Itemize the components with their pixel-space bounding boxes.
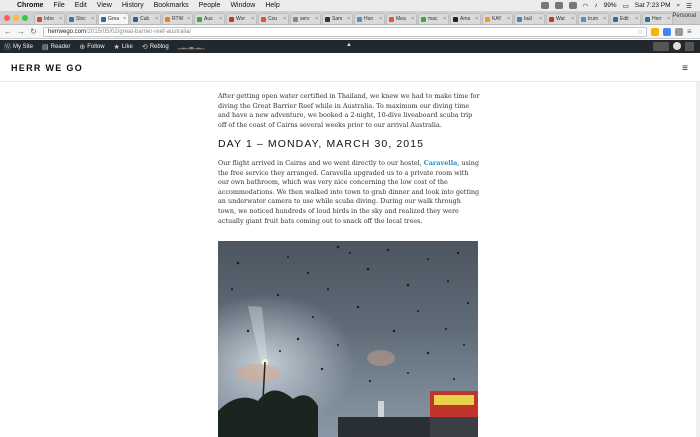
extension-icon[interactable] [663, 28, 671, 36]
close-tab-icon[interactable]: × [443, 16, 446, 22]
tab-label: buil [524, 16, 532, 22]
tab-label: Mea [396, 16, 406, 22]
favicon-icon [389, 17, 394, 22]
close-tab-icon[interactable]: × [283, 16, 286, 22]
hamburger-menu-icon[interactable]: ≡ [682, 63, 688, 74]
browser-tab[interactable] [386, 13, 417, 24]
tab-strip [0, 11, 700, 25]
day-heading: DAY 1 – MONDAY, MARCH 30, 2015 [218, 138, 425, 151]
follow-button[interactable] [79, 43, 104, 51]
battery-icon[interactable]: ▭ [622, 2, 629, 10]
close-tab-icon[interactable]: × [251, 16, 254, 22]
tray-app-icon[interactable] [569, 2, 577, 9]
url-host: herrwego.com [48, 28, 87, 35]
close-tab-icon[interactable]: × [315, 16, 318, 22]
intro-paragraph: After getting open water certified in Thailand, we knew we had to make time for diving the Great Barrier Reef while in Australia. To maximum our diving time and have a new adventure, we booked a 2-night, 10-dive liveaboard scuba trip off of the coast of Cairns several weeks prior to our arrival Australia. [218, 92, 480, 129]
extension-icon[interactable] [651, 28, 659, 36]
search-icon[interactable]: ⌕ [676, 1, 681, 9]
collapse-arrow-icon[interactable]: ▲ [346, 42, 352, 48]
back-icon[interactable]: ← [4, 27, 12, 36]
close-tab-icon[interactable]: × [539, 16, 542, 22]
favicon-icon [613, 17, 618, 22]
my-site-label: My Site [13, 43, 34, 50]
menu-help[interactable]: Help [265, 2, 280, 9]
close-tab-icon[interactable]: × [219, 16, 222, 22]
wordpress-admin-bar [0, 40, 700, 53]
favicon-icon [293, 17, 298, 22]
close-tab-icon[interactable]: × [571, 16, 574, 22]
favicon-icon [421, 17, 426, 22]
forward-icon[interactable]: → [17, 27, 25, 36]
close-tab-icon[interactable]: × [123, 16, 126, 22]
tab-label: Inbo [44, 16, 54, 22]
star-icon: ★ [113, 43, 120, 51]
reader-label: Reader [50, 43, 71, 50]
close-tab-icon[interactable]: × [379, 16, 382, 22]
close-tab-icon[interactable]: × [507, 16, 510, 22]
tab-label: Cou [268, 16, 278, 22]
volume-icon[interactable]: ♪ [594, 2, 598, 9]
browser-tab[interactable] [194, 13, 225, 24]
close-tab-icon[interactable]: × [347, 16, 350, 22]
tab-label: Sloc [76, 16, 86, 22]
tab-label: Cub [140, 16, 150, 22]
favicon-icon [229, 17, 234, 22]
favicon-icon [357, 17, 362, 22]
menu-view[interactable]: View [96, 2, 112, 9]
tab-label: trum [588, 16, 598, 22]
reblog-button[interactable] [142, 43, 169, 51]
tab-label: mac [428, 16, 438, 22]
list-icon[interactable]: ☰ [686, 2, 692, 10]
write-post-icon[interactable] [653, 42, 669, 51]
browser-tab[interactable] [162, 13, 193, 24]
post-content [218, 92, 480, 236]
favicon-icon [517, 17, 522, 22]
follow-icon: ⊕ [79, 43, 86, 51]
day1-paragraph [218, 159, 480, 226]
follow-label: Follow [87, 43, 105, 50]
reblog-label: Reblog [149, 43, 169, 50]
chrome-menu-icon[interactable]: ≡ [687, 27, 692, 36]
browser-tab[interactable] [34, 13, 65, 24]
wordpress-logo-icon: Ⓦ [4, 43, 11, 51]
night-sky-bats-photo [218, 241, 478, 437]
menu-edit[interactable]: Edit [74, 2, 87, 9]
favicon-icon [549, 17, 554, 22]
reload-icon[interactable]: ↻ [30, 27, 37, 36]
favicon-icon [133, 17, 138, 22]
browser-tab[interactable] [450, 13, 481, 24]
stats-sparkline[interactable]: ▁▂▁▃▁▂▁ [177, 43, 205, 50]
favicon-icon [485, 17, 490, 22]
favicon-icon [453, 17, 458, 22]
tray-app-icon[interactable] [555, 2, 563, 9]
window-controls [4, 15, 28, 21]
tab-label: Wat [556, 16, 565, 22]
notifications-icon[interactable] [685, 42, 694, 51]
browser-tab[interactable] [226, 13, 257, 24]
reader-icon: ▤ [42, 43, 49, 51]
favicon-icon [325, 17, 330, 22]
close-tab-icon[interactable]: × [667, 16, 670, 22]
browser-tab[interactable] [130, 13, 161, 24]
browser-tab[interactable] [418, 13, 449, 24]
close-tab-icon[interactable]: × [475, 16, 478, 22]
tab-label: KAY [492, 16, 502, 22]
reader-link[interactable] [42, 43, 70, 51]
avatar[interactable] [673, 42, 681, 50]
tab-label: Ama [460, 16, 471, 22]
wifi-icon[interactable]: ◠ [582, 2, 589, 10]
maximize-window-icon[interactable] [22, 15, 28, 21]
menu-window[interactable]: Window [230, 2, 256, 9]
browser-tab[interactable] [546, 13, 577, 24]
site-title[interactable]: HERR WE GO [11, 63, 84, 73]
favicon-icon [581, 17, 586, 22]
tab-label: Herr [652, 16, 662, 22]
browser-tab[interactable] [514, 13, 545, 24]
like-button[interactable] [114, 43, 133, 51]
menu-bookmarks[interactable]: Bookmarks [153, 2, 189, 9]
tab-label: RTW [172, 16, 184, 22]
bookmark-star-icon[interactable]: ☆ [636, 28, 643, 36]
browser-tab[interactable] [98, 13, 129, 24]
browser-toolbar [0, 25, 700, 39]
browser-tab[interactable] [258, 13, 289, 24]
minimize-window-icon[interactable] [13, 15, 19, 21]
browser-tab[interactable] [610, 13, 641, 24]
photo-illustration [218, 241, 478, 437]
favicon-icon [197, 17, 202, 22]
paragraph-text: Our flight arrived in Cairns and we went directly to our hostel, [218, 158, 424, 167]
favicon-icon [261, 17, 266, 22]
paragraph-text: , using the free service they arranged. Caravella upgraded us to a private room with our own bathroom, which was very nice concerning the low cost of the accommodations. We then walked into town to grab dinner and look into getting an underwater camera to use while scuba diving. During our walk through town, we noticed hundreds of loud birds in the sky and realized they were actually giant fruit bats coming out to snack off the local trees. [218, 158, 480, 225]
battery-percent[interactable]: 99% [603, 2, 617, 9]
close-tab-icon[interactable]: × [603, 16, 606, 22]
close-tab-icon[interactable]: × [91, 16, 94, 22]
url-path: /2015/05/02/great-barrier-reef-australia/ [86, 28, 192, 35]
admin-bar-right [653, 42, 694, 51]
favicon-icon [37, 17, 42, 22]
caravella-link[interactable]: Caravella [423, 158, 458, 167]
profile-name[interactable]: Personal [672, 13, 696, 19]
clock[interactable]: Sat 7:23 PM [634, 2, 671, 9]
favicon-icon [69, 17, 74, 22]
menu-file[interactable]: File [53, 2, 65, 9]
page-scrollbar[interactable] [696, 82, 700, 437]
favicon-icon [101, 17, 106, 22]
reblog-icon: ⟲ [141, 43, 148, 51]
browser-tab[interactable] [578, 13, 609, 24]
site-header [0, 54, 700, 82]
close-tab-icon[interactable]: × [411, 16, 414, 22]
tray-app-icon[interactable] [541, 2, 549, 9]
favicon-icon [165, 17, 170, 22]
close-window-icon[interactable] [4, 15, 10, 21]
browser-tab[interactable] [66, 13, 97, 24]
menu-history[interactable]: History [121, 2, 144, 9]
browser-tab[interactable] [642, 13, 673, 24]
close-tab-icon[interactable]: × [187, 16, 190, 22]
tab-label: Hun [364, 16, 374, 22]
extension-icon[interactable] [675, 28, 683, 36]
favicon-icon [645, 17, 650, 22]
browser-tab[interactable] [354, 13, 385, 24]
my-site-link[interactable] [4, 42, 33, 52]
menu-chrome[interactable]: Chrome [17, 2, 44, 9]
tab-label: Wor [236, 16, 246, 22]
close-tab-icon[interactable]: × [635, 16, 638, 22]
like-label: Like [121, 43, 133, 50]
tab-label: serv [300, 16, 310, 22]
menu-people[interactable]: People [198, 2, 221, 9]
address-bar[interactable] [43, 27, 647, 37]
close-tab-icon[interactable]: × [59, 16, 62, 22]
browser-tab[interactable] [482, 13, 513, 24]
browser-tab[interactable] [322, 13, 353, 24]
browser-tab[interactable] [290, 13, 321, 24]
close-tab-icon[interactable]: × [155, 16, 158, 22]
tab-label: Aus [204, 16, 213, 22]
tab-label: Sam [332, 16, 343, 22]
tab-label: Edit [620, 16, 629, 22]
tab-label: Grea [108, 16, 120, 22]
